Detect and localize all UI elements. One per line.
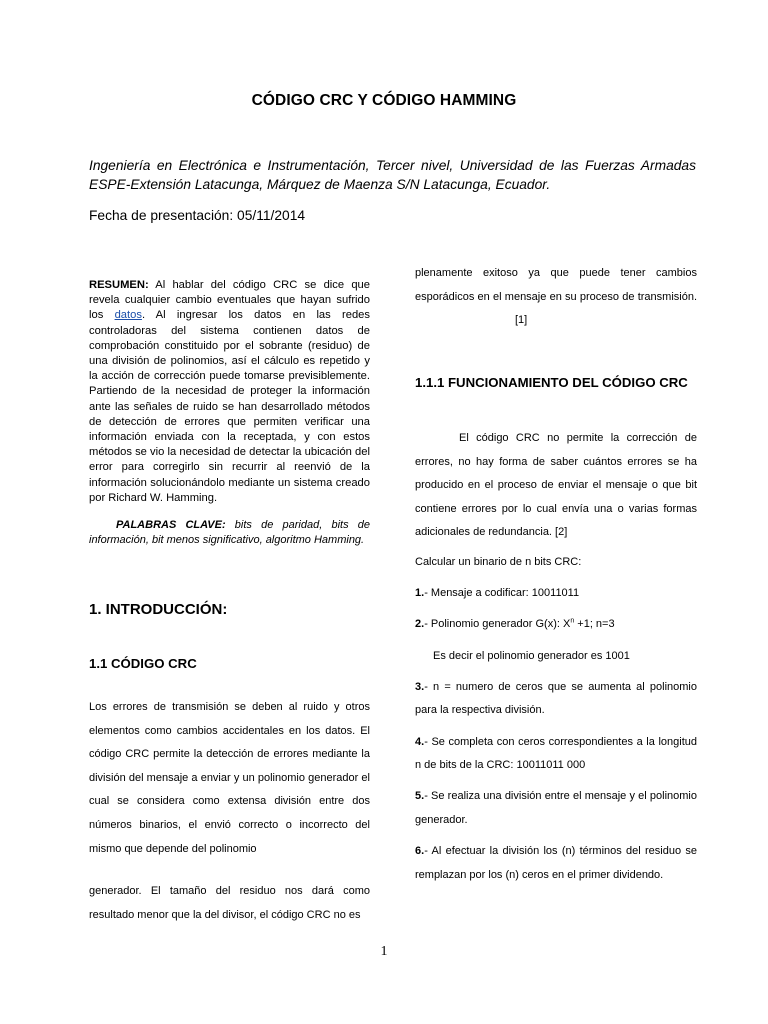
intro-paragraph-continued: generador. El tamaño del residuo nos dará como resultado menor que la del divisor, el código CRC no es [89, 885, 370, 921]
step-6: 6.- Al efectuar la división los (n) términos del residuo se remplazan por los (n) ceros en el primer dividendo. [415, 845, 697, 881]
right-column-continuation [415, 262, 697, 333]
abstract-text-2: . Al ingresar los datos en las redes controladoras del sistema contienen datos de comprobación constituido por el sobrante (residuo) de una división de polinomios, así el cálculo es repetido y la acción de corrección puede tomarse previsiblemente. Partiendo de la necesidad de proteger la información ante las señales de ruido se han desarrollado métodos de detección de errores que permiten verificar una información enviada con la receptada, y con estos métodos se vio la necesidad de detectar la ubicación del error para corregirlo sin recurrir al reenvió de la información solucionándolo mediante un sistema creado por Richard W. Hamming. [89, 309, 370, 504]
datos-link[interactable]: datos [114, 309, 142, 322]
section-heading-introduccion: 1. INTRODUCCIÓN: [89, 601, 228, 618]
page-number: 1 [380, 944, 388, 959]
keywords [89, 518, 370, 548]
document-title: CÓDIGO CRC Y CÓDIGO HAMMING [251, 92, 517, 109]
keywords-text: bits de paridad, bits de información, bit menos significativo, algoritmo Hamming. [89, 519, 370, 546]
section-heading-codigo-crc: 1.1 CÓDIGO CRC [89, 656, 197, 671]
continuation-text: plenamente exitoso ya que puede tener cambios esporádicos en el mensaje en su proceso de transmisión. [415, 267, 697, 303]
step-3: 3.- n = numero de ceros que se aumenta al polinomio para la respectiva división. [415, 680, 697, 717]
abstract-label: RESUMEN: [89, 279, 149, 291]
keywords-label: PALABRAS CLAVE: [116, 519, 226, 531]
affiliation: Ingeniería en Electrónica e Instrumentación, Tercer nivel, Universidad de las Fuerzas Armadas ESPE-Extensión Latacunga, Márquez de Maenza S/N Latacunga, Ecuador. [89, 158, 696, 192]
calc-intro: Calcular un binario de n bits CRC: [415, 556, 582, 568]
section-heading-funcionamiento: 1.1.1 FUNCIONAMIENTO DEL CÓDIGO CRC [415, 375, 688, 390]
abstract [89, 278, 370, 506]
funcionamiento-paragraph: El código CRC no permite la corrección de errores, no hay forma de saber cuántos errores se ha producido en el proceso de enviar el mensaje o que bit contiene errores por lo cual envía una o varias formas adicionales de redundancia. [2] [415, 432, 697, 539]
step-5: 5.- Se realiza una división entre el mensaje y el polinomio generador. [415, 790, 697, 826]
intro-paragraph: Los errores de transmisión se deben al ruido y otros elementos como cambios accidentales en los datos. El código CRC permite la detección de errores mediante la división del mensaje a enviar y un polinomio generador el cual se considera como extensa división entre dos números binarios, el envió correcto o incorrecto del mismo que depende del polinomio [89, 701, 370, 855]
step-1: 1.- Mensaje a codificar: 10011011 [415, 587, 580, 600]
step-2: 2.- Polinomio generador G(x): $X^n +1$; n=3 [415, 617, 615, 631]
reference-1: [1] [515, 314, 528, 327]
presentation-date: Fecha de presentación: 05/11/2014 [89, 208, 306, 223]
step-4: 4.- Se completa con ceros correspondientes a la longitud n de bits de la CRC: 10011011 000 [415, 735, 697, 772]
step-2-note: Es decir el polinomio generador es 1001 [433, 649, 630, 662]
abstract-text-1: Al hablar del código CRC se dice que revela cualquier cambio eventuales que hayan sufrido los [89, 279, 370, 322]
crc-steps [415, 551, 697, 887]
